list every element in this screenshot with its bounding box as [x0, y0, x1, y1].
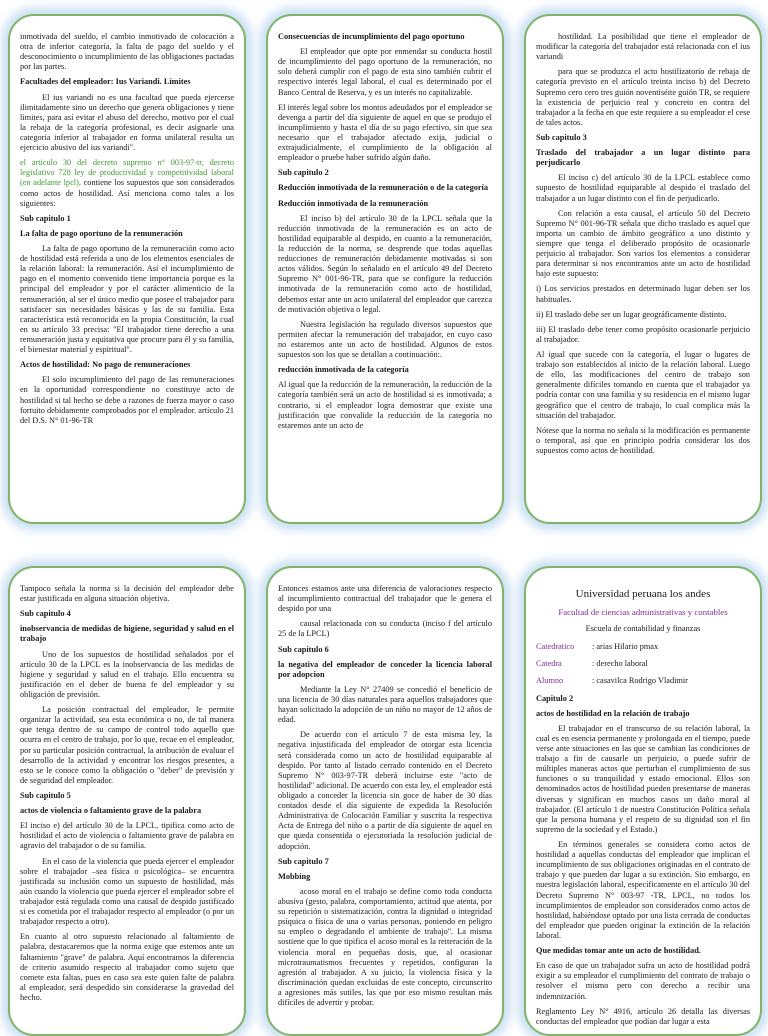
paragraph: acoso moral en el trabajo se define como toda conducta abusiva (gesto, palabra, comportamiento, actitud que atenta, por su repetición o sistematización, contra la dignidad o integridad psíquica o física de una o varias personas, poniendo en peligro su empleo o degradando el ambiente de trabajo". La misma sostiene que lo que tipifica el acoso moral es la reiteración de la violencia moral en pequeñas dosis, que, al ocasionar microtraumatismos frecuentes y repetidos, configuran la agresión al trabajador. A su juicio, la violencia física y la discriminación quedan excluidas de este concepto, circunscrito a agresiones más sutiles, las que por eso mismo resultan más difíciles de advertir y probar. — [278, 886, 492, 1008]
heading-sub-capitulo-2: Sub capitulo 2 — [278, 168, 329, 178]
paragraph: El inciso c) del artículo 30 de la LPCL establece como supuesto de hostilidad equiparable al despido el traslado del trabajador a un lugar distinto con el fin de perjudicarlo. — [536, 173, 750, 203]
heading-sub-capitulo-6: Sub capitulo 6 — [278, 644, 329, 654]
paragraph: para que se produzca el acto hostilizatorio de rebaja de categoría previsto en el artículo treinta inciso b) del Decreto Supremo cero cero tres guión noventiséite guión TR, se requiere la existencia de perjuicio real y concreto en contra del trabajador a la fecha en que este requiere a su empleador el cese de tales actos. — [536, 67, 750, 127]
heading-sub-capitulo-4: Sub capitulo 4 — [20, 609, 71, 619]
university-title: Universidad peruana los andes — [575, 588, 711, 600]
heading-falta-pago: La falta de pago oportuno de la remuneración — [20, 228, 183, 238]
heading-capitulo-2: Capitulo 2 — [536, 693, 574, 703]
panel-licencia-mobbing — [266, 566, 504, 1036]
info-label: Catedratico — [536, 642, 575, 652]
paragraph: En términos generales se considera como actos de hostilidad a aquellas conductas del empleador que implican el incumplimiento de sus obligaciones originadas en el contrato de trabajo y que pueden dar lugar a su extinción. Sin embargo, en nuestra legislación laboral, específicamente en el artículo 30 del Decreto Supremo N° 003-97 -TR, LPCL, no todos los incumplimientos de empleador son considerados como actos de hostilidad, habiéndose optado por una lista cerrada de conductas del empleador que pueden originar la extinción de la relación laboral. — [536, 839, 750, 940]
panel-cover — [524, 566, 762, 1036]
info-value: : casavilca Rodrigo Vladimir — [592, 676, 688, 686]
paragraph: En caso de que un trabajador sufra un acto de hostilidad podrá exigir a su empleador el cumplimiento del contrato de trabajo o resolver el mismo pero con derecho a recibir una indemnización. — [536, 961, 750, 1001]
paragraph: Uno de los supuestos de hostilidad señalados por el artículo 30 de la LPCL es la inobservancia de las medidas de higiene y seguridad y salud en el trabajo. Ello encuentra su justificación en el deber de buena fe del empleador y su obligación de previsión. — [20, 649, 234, 699]
heading-reduccion-remuneracion: Reducción inmotivada de la remuneración — [278, 198, 429, 208]
panel-higiene-violencia — [8, 566, 246, 1036]
heading-sub-capitulo-7: Sub capitulo 7 — [278, 856, 329, 866]
faculty-title: Facultad de ciencias administrativas y contables — [558, 607, 728, 618]
heading-consecuencias: Consecuencias de incumplimiento del pago oportuno — [278, 32, 465, 41]
info-label: Alumno — [536, 676, 564, 686]
paragraph: causal relacionada con su conducta (inciso f del artículo 25 de la LPCL) — [278, 619, 492, 639]
paragraph: El inciso b) del artículo 30 de la LPCL señala que la reducción inmotivada de la remuneración es un acto de hostilidad equiparable al despido, en cuanto a la remuneración, la reducción de la norma, se desprende que todas aquellas reducciones de remuneración debidamente motivadas si son actos válidos. Según lo señalado en el artículo 49 del Decreto Supremo N° 001-96-TR, para que se configure la reducción inmotivada de la remuneración como acto de hostilidad, debemos estar ante un acto unilateral del empleador que carezca de motivación objetiva o legal. — [278, 213, 492, 314]
list-item: iii) El traslado debe tener como propósito ocasionarle perjuicio al trabajador. — [536, 324, 750, 344]
info-row-catedratico — [536, 642, 750, 652]
panel-traslado — [524, 14, 762, 524]
heading-actos-hostilidad: actos de hostilidad en la relación de trabajo — [536, 708, 690, 718]
paragraph: Nótese que la norma no señala si la modificación es permanente o temporal, así que en principio podría considerar los dos supuestos como actos de hostilidad. — [536, 425, 750, 455]
decreto-rest: contiene los supuestos que son considerados como actos de hostilidad. Así menciona como tales a los siguientes: — [20, 178, 234, 208]
info-row-alumno — [536, 676, 750, 686]
heading-no-pago: Actos de hostilidad: No pago de remuneraciones — [20, 360, 191, 370]
paragraph: El empleador que opte por enmendar su conducta hostil de incumplimiento del pago oportuno de la remuneración, no solo deberá cumplir con el pago de esta sino también cubrir el respectivo interés legal laboral, el cual es determinado por el Banco Central de Reserva, y es un interés no capitalizable. — [278, 47, 492, 97]
paragraph: hostilidad. La posibilidad que tiene el empleador de modificar la categoría del trabajador está relacionada con el ius variandi — [536, 32, 750, 62]
school-title: Escuela de contabilidad y finanzas — [585, 624, 701, 634]
panel-consecuencias — [266, 14, 504, 524]
heading-higiene: inobservancia de medidas de higiene, seguridad y salud en el trabajo — [20, 624, 234, 644]
paragraph: De acuerdo con el artículo 7 de esta misma ley, la negativa injustificada del empleador de otorgar esta licencia será considerada como un acto de hostilidad equiparable al despido. Por tanto al listado cerrado contenido en el Decreto Supremo N° 003-97-TR deberá incluirse este "acto de hostilidad" adicional. De acuerdo con esta ley, el empleador está obligado a conceder la licencia sin goce de haber de 30 días contados desde el día siguiente de expedida la Resolución Administrativa de Colocación Familiar y suscrita la respectiva Acta de Entrega del niño o a partir de día siguiente de aquel en que queda consentida o ejecutoriada la resolución judicial de adopción. — [278, 730, 492, 851]
paragraph-decreto — [20, 158, 234, 209]
paragraph: El inciso e) del artículo 30 de la LPCL, tipifica como acto de hostilidad el acto de violencia o faltamiento grave de palabra en agravio del trabajador o de su familia. — [20, 821, 234, 851]
heading-violencia: actos de violencia o faltamiento grave de la palabra — [20, 806, 202, 816]
heading-sub-capitulo-1: Sub capitulo 1 — [20, 213, 71, 223]
paragraph: El trabajador en el transcurso de su relación laboral, la cual es en esencia permanente y prolongada en el tiempo, puede verse ante situaciones en las que se cambian las condiciones de trabajo a fin de causarle un perjuicio, o puede sufrir de múltiples maneras actos que perturban el cumplimiento de sus funciones o su tranquilidad y estado emocional. Ellos son denominados actos de hostilidad pueden presentarse de maneras diversas y significan en muchos casos un daño moral al trabajador. (El artículo 1 de nuestra Constitución Política señala que la persona humana y el respeto de su dignidad son el fin supremo de la sociedad y el Estado.) — [536, 723, 750, 834]
heading-sub-capitulo-5: Sub capitulo 5 — [20, 790, 71, 800]
paragraph: inmotivada del sueldo, el cambio inmotivado de colocación a otra de inferior categoría, la falta de pago del sueldo y el desconocimiento o incumplimiento de las obligaciones pactadas por las partes. — [20, 32, 234, 72]
info-label: Catedra — [536, 659, 562, 669]
info-value: : arias Hilario pmax — [592, 642, 659, 652]
paragraph: Al igual que la reducción de la remuneración, la reducción de la categoría también será un acto de hostilidad si es inmotivada; a contrario, si el empleador logra demostrar que existe una justificación que convalide la reducción de la categoría no estaremos ante un acto de — [278, 380, 492, 430]
heading-medidas: Que medidas tomar ante un acto de hostilidad. — [536, 946, 701, 956]
paragraph: Nuestra legislación ha regulado diversos supuestos que permiten afectar la remuneración del trabajador, en cuyo caso no estaremos ante un acto de hostilidad. Algunos de estos supuestos son los que se detallan a continuación:. — [278, 319, 492, 360]
paragraph: Con relación a esta causal, el artículo 50 del Decreto Supremo N° 001-96-TR señala que dicho traslado es aquel que importa un cambio de ámbito geográfico a uno distinto y siempre que tenga el deliberado propósito de ocasionarle perjuicio al trabajador. Son varios los elementos a considerar para determinar si nos encontramos ante un acto de hostilidad bajo este supuesto: — [536, 208, 750, 279]
paragraph: Tampoco señala la norma si la decisión del empleador debe estar justificada en alguna situación objetiva. — [20, 584, 234, 604]
list-item: i) Los servicios prestados en determinado lugar deben ser los habituales. — [536, 284, 750, 304]
list-item: ii) El traslado debe ser un lugar geográficamente distinto. — [536, 309, 727, 319]
heading-facultades: Facultades del empleador: Ius Variandi. Límites — [20, 77, 191, 87]
heading-reduccion: Reducción inmotivada de la remuneración o de la categoría — [278, 183, 489, 193]
paragraph: El ius variandi no es una facultad que pueda ejercerse ilimitadamente sino un derecho que genera obligaciones y tiene límites, para así evitar el abuso del derecho, motivo por el cual la rebaja de la categoría profesional, es decir asignarle una categoría inferior al trabajador en forma unilateral resulta un ejercicio abusivo del ius variandi". — [20, 92, 234, 153]
heading-traslado: Traslado del trabajador a un lugar distinto para perjudicarlo — [536, 148, 750, 168]
paragraph: Al igual que sucede con la categoría, el lugar o lugares de trabajo son establecidos al inicio de la relación laboral. Luego de ello, las modificaciones del centro de trabajo son generalmente difíciles tomando en cuenta que el trabajador ya podría contar con una familia y su residencia en el mismo lugar geográfico que el centro de trabajo, lo cual complica más la situación del trabajador. — [536, 349, 750, 420]
paragraph: Reglamento Ley N° 4916, artículo 26 detalla las diversas conductas del empleador que podían dar lugar a esta — [536, 1006, 750, 1026]
info-row-catedra — [536, 659, 750, 669]
decreto-highlight: el articulo 30 del decreto supremo n° 003-97-tr, decreto legislativo 728 ley de productividad y competitividad laboral (en adelante lpcl), — [20, 158, 234, 188]
paragraph: En cuanto al otro supuesto relacionado al faltamiento de palabra, destacaremos que la norma exige que estemos ante un faltamiento "grave" de palabra. Aquí encontramos la diferencia de criterio asumido respecto al trabajador como sujeto que comete esta faltas, pues en caso sea este quien falte de palabra al empleador, será despedido sin considerarse la gravedad del hecho. — [20, 932, 234, 1002]
heading-reduccion-categoria: reducción inmotivada de la categoría — [278, 365, 409, 375]
panel-ius-variandi — [8, 14, 246, 524]
paragraph: La posición contractual del empleador, le permite organizar la actividad, sea esta económica o no, de tal manera que tenga dentro de su campo de control todo aquello que ocurra en el centro de trabajo, por lo que, recae en el empleador, por su particular posición contractual, la atribución de evaluar el desarrollo de la actividad y encontrar los riesgos presentes, a esto se le conoce como la obligación o "deber" de previsión y de seguridad del empleador. — [20, 705, 234, 785]
heading-mobbing: Mobbing — [278, 871, 311, 881]
info-value: : derecho laboral — [592, 659, 648, 669]
paragraph: Entonces estamos ante una diferencia de valoraciones respecto al incumplimiento contractual del trabajador que le genera el despido por una — [278, 584, 492, 614]
paragraph: Mediante la Ley N° 27409 se concedió el beneficio de una licencia de 30 días naturales para aquellos trabajadores que hayan solicitado la adopción de un niño no mayor de 12 años de edad. — [278, 684, 492, 725]
paragraph: El solo incumplimiento del pago de las remuneraciones en la oportunidad correspondiente no constituye acto de hostilidad si tal hecho se debe a razones de fuerza mayor o caso fortuito debidamente comprobados por el empleador. artículo 21 del D.S. N° 01-96-TR — [20, 375, 234, 425]
paragraph: En el caso de la violencia que pueda ejercer el empleador sobre el trabajador –sea física o psicológica– se encuentra justificada su inclusión como un supuesto de hostilidad, más aún cuando la violencia que pueda ejercer el empleador sobre el trabajador está regulada como una causal de despido justificado si es cometida por el trabajador respecto al empleador (o por un trabajador respecto a otro). — [20, 856, 234, 927]
paragraph: El interés legal sobre los montos adeudados por el empleador se devenga a partir del día siguiente de aquel en que se produjo el incumplimiento y hasta el día de su pago efectivo, sin que sea necesario que el trabajador afectado exija, judicial o extrajudicialmente, el cumplimiento de la obligación al empleador o pruebe haber sufrido algún daño. — [278, 102, 492, 163]
paragraph: La falta de pago oportuno de la remuneración como acto de hostilidad está referida a uno de los elementos esenciales de la relación laboral: la remuneración. Así el incumplimiento de pago en el momento convenido tiene importancia porque es la principal del empleador y por el carácter alimenticio de la remuneración, al ser el único medio que posee el trabajador para satisfacer sus necesidades básicas y las de su familia. Esta característica está reconocida en la propia Constitución, la cual en su artículo 33 precisa: "El trabajador tiene derecho a una remuneración justa y equitativa que procure para él y su familia, el bienestar material y espiritual". — [20, 243, 235, 355]
heading-licencia: la negativa del empleador de conceder la licencia laboral por adopcion — [278, 659, 492, 679]
heading-sub-capitulo-3: Sub capitulo 3 — [536, 132, 587, 142]
